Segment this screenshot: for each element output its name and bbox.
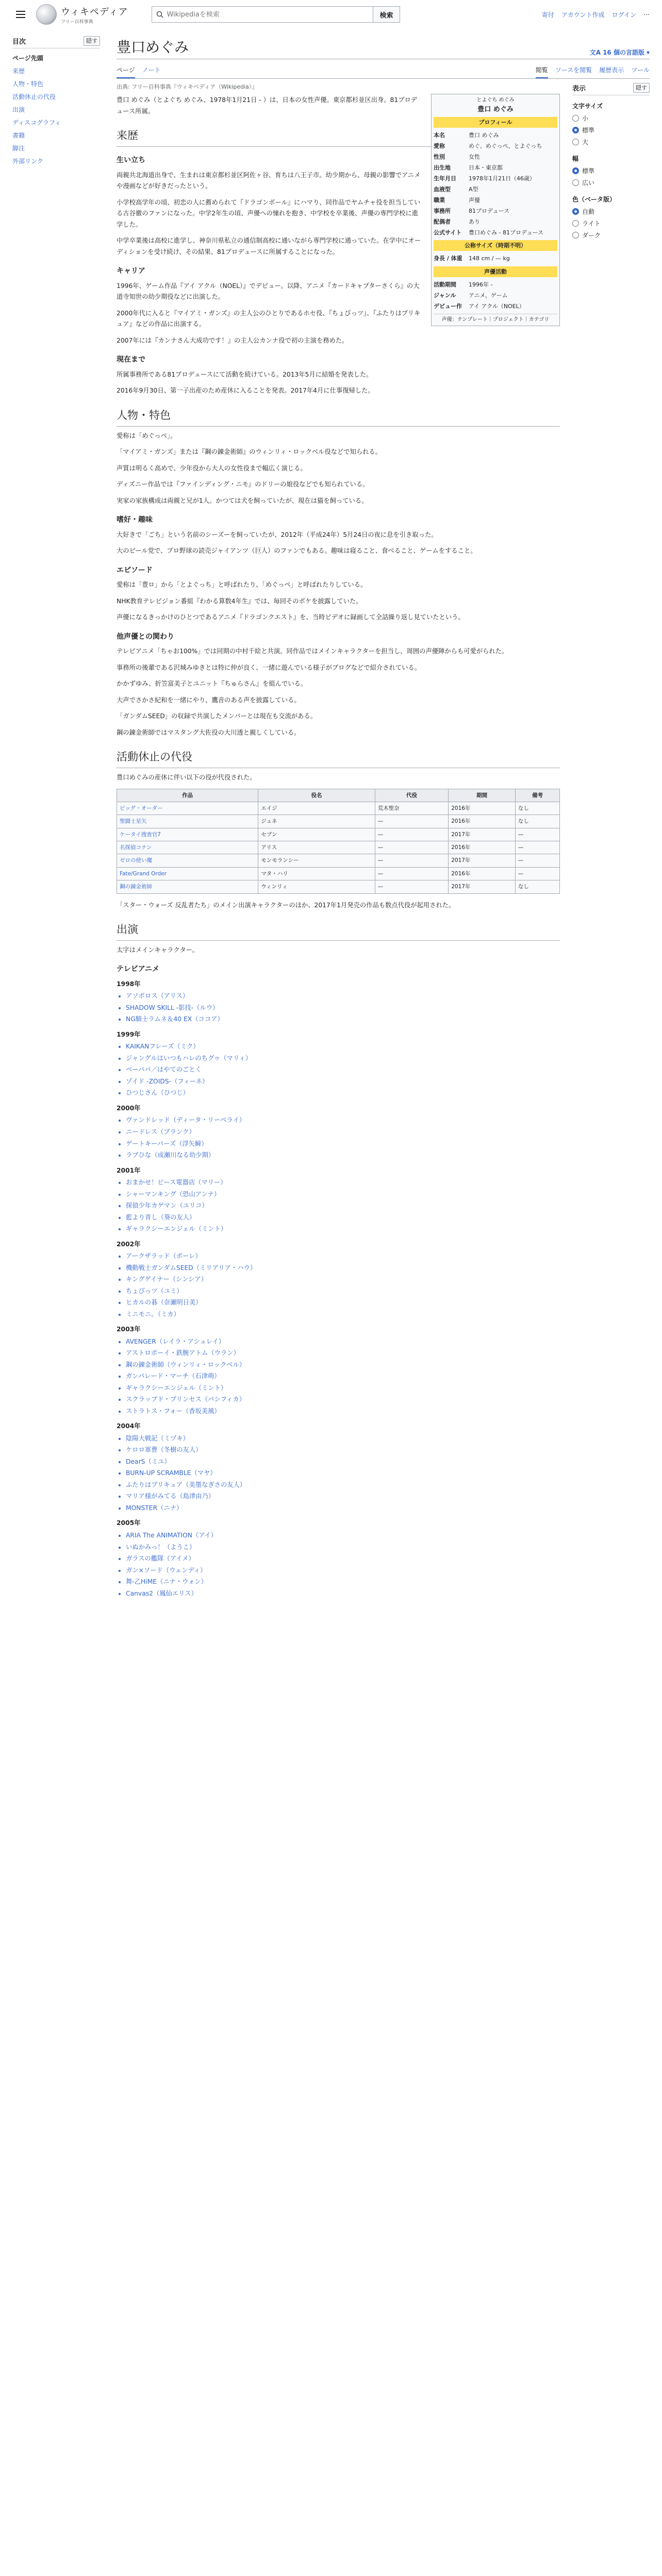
subsection-heading: 現在まで — [117, 355, 145, 364]
list-item[interactable]: • スクラップド・プリンセス（パシフィカ） — [126, 1394, 560, 1405]
paragraph: 愛称は「めぐっぺ」。 — [117, 432, 177, 439]
user-links — [542, 10, 650, 19]
table-cell: 2016年 — [449, 802, 516, 815]
appearance-option[interactable] — [572, 217, 650, 229]
list-item[interactable]: • いぬかみっ！（ようこ） — [126, 1542, 560, 1553]
table-cell[interactable]: 名探偵コナン — [117, 841, 258, 854]
site-name: ウィキペディア — [61, 6, 128, 18]
table-cell: — — [515, 854, 559, 867]
table-cell: なし — [515, 880, 559, 893]
appearance-list — [117, 1115, 560, 1161]
table-cell: 荒木聖奈 — [375, 802, 448, 815]
radio-button[interactable] — [572, 179, 579, 186]
year-heading: 2000年 — [117, 1104, 141, 1112]
site-tagline: フリー百科事典 — [61, 19, 93, 25]
paragraph: テレビアニメ「ちゃお100%」では同期の中村千絵と共演。同作品ではメインキャラクターを担当し、周囲の声優陣からも可愛がられた。 — [117, 648, 508, 655]
toc-item[interactable]: 書籍 — [12, 132, 25, 139]
subsection-heading: 嗜好・趣味 — [117, 516, 153, 524]
paragraph: 「ガンダムSEED」の収録で共演したメンバーとは現在も交流がある。 — [117, 713, 317, 720]
main-content — [100, 29, 650, 1603]
toc-item[interactable]: 外部リンク — [12, 158, 43, 165]
radio-button[interactable] — [572, 167, 579, 174]
toc-hide-button[interactable]: 隠す — [84, 36, 100, 46]
site-logo[interactable] — [36, 4, 128, 25]
year-heading: 2004年 — [117, 1422, 141, 1430]
table-cell[interactable]: 聖闘士星矢 — [117, 815, 258, 828]
page-title: 豊口めぐみ — [117, 40, 189, 56]
year-heading: 2003年 — [117, 1326, 141, 1333]
tab-view-source[interactable]: ソースを閲覧 — [555, 66, 592, 74]
language-button[interactable] — [590, 48, 650, 57]
radio-button[interactable] — [572, 232, 579, 239]
appearance-option-label: 小 — [582, 115, 589, 122]
more-options-icon[interactable]: ⋯ — [643, 11, 650, 18]
table-cell: ジュネ — [258, 815, 375, 828]
list-item[interactable]: • ゲートキーパーズ（浮矢瞬） — [126, 1139, 560, 1150]
infobox-row — [434, 227, 557, 238]
list-item[interactable]: • ガラスの艦隊（アイメ） — [126, 1553, 560, 1565]
paragraph: 1996年、ゲーム作品『アイ アクル（NOEL）』でデビュー。以降、アニメ『カードキャプターさくら』の大道寺知世の幼少期役などに出演した。 — [117, 282, 420, 301]
infobox-row — [434, 290, 557, 301]
radio-button[interactable] — [572, 115, 579, 122]
list-item[interactable]: • ふたりはプリキュア（美墨なぎさの友人） — [126, 1480, 560, 1491]
year-heading: 2001年 — [117, 1166, 141, 1174]
list-item[interactable]: • ベーパパ／はやてのごとく — [126, 1064, 560, 1076]
table-cell: セブン — [258, 828, 375, 841]
subsection-tv-anime: テレビアニメ — [117, 965, 160, 974]
paragraph: 実家の家族構成は両親と兄が1人。かつては犬を飼っていたが、現在は猫を飼っている。 — [117, 497, 368, 504]
infobox-key: 配偶者 — [434, 218, 451, 226]
infobox-row — [434, 195, 557, 206]
appearance-list — [117, 1433, 560, 1514]
table-row — [117, 854, 560, 867]
list-item[interactable]: • ちょびっツ（ユミ） — [126, 1286, 560, 1297]
infobox-value: 148 cm / — kg — [469, 255, 510, 262]
list-item[interactable]: • ひつじさん（ひつじ） — [126, 1088, 560, 1099]
appearance-list — [117, 1251, 560, 1320]
list-item[interactable]: • ミニモニ。（ミカ） — [126, 1309, 560, 1320]
table-row — [117, 867, 560, 880]
year-heading: 2005年 — [117, 1519, 141, 1527]
appearance-option[interactable] — [572, 229, 650, 241]
site-sub: 出典: フリー百科事典『ウィキペディア（Wikipedia）』 — [117, 83, 258, 90]
table-header-cell: 備考 — [515, 789, 559, 802]
table-cell: — — [375, 828, 448, 841]
list-item[interactable]: • BURN-UP SCRAMBLE（マヤ） — [126, 1468, 560, 1479]
infobox-key: 出生地 — [434, 164, 451, 172]
appearance-list — [117, 1041, 560, 1099]
list-item[interactable]: • ニードレス（ブランク） — [126, 1127, 560, 1138]
table-cell: — — [375, 841, 448, 854]
subsection-heading: 生い立ち — [117, 156, 145, 165]
infobox-value: 豊口めぐみ - 81プロデュース — [469, 229, 544, 236]
main-menu-button[interactable] — [12, 6, 29, 23]
list-item[interactable]: • アソボロス（アリス） — [126, 991, 560, 1002]
infobox-value: アイ アクル（NOEL） — [469, 302, 525, 310]
appearance-option-label: 標準 — [582, 127, 595, 134]
search-button[interactable]: 検索 — [373, 6, 400, 23]
search-field[interactable] — [152, 6, 373, 23]
toc-item[interactable]: 来歴 — [12, 67, 25, 75]
paragraph: 「マイアミ・ガンズ」または『鋼の錬金術師』のウィンリィ・ロックベル役などで知られる。 — [117, 448, 382, 456]
list-item[interactable]: • ケロロ軍曹（冬樹の友人） — [126, 1445, 560, 1456]
search-icon — [156, 11, 163, 18]
infobox-key: 生年月日 — [434, 175, 456, 182]
tab-read[interactable]: 閲覧 — [536, 62, 548, 78]
substitutes-intro: 豊口めぐみの産休に伴い以下の役が代役された。 — [117, 774, 256, 781]
list-item[interactable]: • 機動戦士ガンダムSEED（ミリアリア・ハウ） — [126, 1263, 560, 1274]
infobox-row — [434, 206, 557, 216]
infobox-value: A型 — [469, 186, 478, 193]
infobox-value: 豊口 めぐみ — [469, 131, 499, 139]
infobox-row — [434, 279, 557, 290]
list-item[interactable]: • ゾイド -ZOIDS-（フィーネ） — [126, 1076, 560, 1088]
infobox-row — [434, 151, 557, 162]
list-item[interactable]: • おまかせ！ピース電器店（マリー） — [126, 1177, 560, 1189]
paragraph: NHK教育テレビジョン番組『わかる算数4年生』では、毎回そのボケを披露していた。 — [117, 597, 362, 605]
toc-item[interactable]: 人物・特色 — [12, 80, 44, 88]
toc-title: 目次 — [12, 38, 26, 46]
infobox-key: 本名 — [434, 131, 445, 139]
list-item[interactable]: • ラブひな（成瀬川なる幼少期） — [126, 1150, 560, 1161]
appearance-list — [117, 1530, 560, 1599]
paragraph: 大のビール党で、プロ野球の読売ジャイアンツ（巨人）のファンでもある。趣味は寝ること、食べること、ゲームをすること。 — [117, 547, 477, 555]
list-item[interactable]: • ストラトス・フォー（香坂美風） — [126, 1406, 560, 1417]
table-cell: — — [515, 841, 559, 854]
infobox-key: デビュー作 — [434, 302, 462, 310]
infobox-row — [434, 184, 557, 195]
toc-item[interactable]: 活動休止の代役 — [12, 93, 56, 100]
tab-page[interactable]: ページ — [117, 62, 135, 78]
table-cell: — — [515, 867, 559, 880]
radio-button[interactable] — [572, 139, 579, 145]
table-cell: 2016年 — [449, 867, 516, 880]
table-cell: ウィンリィ — [258, 880, 375, 893]
appearance-option[interactable] — [572, 177, 650, 189]
search-form — [152, 6, 400, 23]
infobox-row — [434, 141, 557, 151]
language-button-label: 16 個の言語版 — [603, 49, 644, 56]
toc-item[interactable]: 出演 — [12, 106, 25, 113]
paragraph: 小学校高学年の頃、初恋の人に薦められて『ドラゴンボール』にハマり、同作品でヤムチャ役を担当している古谷徹のファンになった。中学2年生の頃、声優への憧れを抱き、中学校を卒業後、声優の専門学校に進学した。 — [117, 198, 421, 228]
infobox-row — [434, 130, 557, 141]
list-item[interactable]: • 藍より青し（葵の友人） — [126, 1212, 560, 1224]
infobox-key: 活動期間 — [434, 281, 456, 288]
list-item[interactable]: • KAIKANフレーズ（ミク） — [126, 1041, 560, 1053]
year-heading: 1999年 — [117, 1030, 141, 1038]
table-cell: なし — [515, 802, 559, 815]
search-input[interactable] — [167, 11, 369, 19]
infobox-key: 血液型 — [434, 186, 451, 193]
table-row — [117, 828, 560, 841]
list-item[interactable]: • MONSTER（ニナ） — [126, 1503, 560, 1514]
table-cell: エイジ — [258, 802, 375, 815]
list-item[interactable]: • 探偵少年カゲマン（ユリコ） — [126, 1200, 560, 1212]
infobox-row — [434, 173, 557, 184]
language-icon: 文A — [589, 49, 601, 56]
section-heading-appearances: 出演 — [117, 920, 560, 941]
subsection-heading: キャリア — [117, 267, 145, 276]
color-label: 色（ベータ版） — [572, 196, 616, 203]
table-cell: — — [375, 880, 448, 893]
table-cell[interactable]: Fate/Grand Order — [117, 867, 258, 880]
paragraph: かかずゆみ、折笠富美子とユニット『ちゅらさん』を組んでいる。 — [117, 680, 307, 688]
donate-link[interactable]: 寄付 — [541, 11, 554, 19]
infobox-row — [434, 216, 557, 227]
infobox-key: 公式サイト — [434, 229, 462, 236]
list-item[interactable]: • ジャングルはいつもハレのちグゥ（マリィ） — [126, 1053, 560, 1064]
subsection-heading: 他声優との関わり — [117, 632, 174, 641]
table-cell[interactable]: ゼロの使い魔 — [117, 854, 258, 867]
appearance-option-label: 自動 — [582, 208, 595, 215]
text-size-label: 文字サイズ — [572, 103, 603, 110]
paragraph: ディズニー作品では『ファインディング・ニモ』のドリーの娘役などでも知られている。 — [117, 481, 369, 488]
lead-paragraph: 豊口 めぐみ（とよぐち めぐみ、1978年1月21日 - ）は、日本の女性声優。東京都杉並区出身。81プロデュース所属。 — [117, 96, 418, 115]
table-cell: 2017年 — [449, 880, 516, 893]
infobox-key: 職業 — [434, 197, 445, 204]
table-cell: 2017年 — [449, 828, 516, 841]
infobox-key: 事務所 — [434, 208, 451, 215]
list-item[interactable]: • ARIA The ANIMATION（アイ） — [126, 1530, 560, 1541]
appearances-note: 太字はメインキャラクター。 — [117, 946, 198, 954]
create-account-link[interactable]: アカウント作成 — [561, 11, 605, 19]
paragraph: 声優になるきっかけのひとつであるアニメ『ドラゴンクエスト』を、当時ビデオに録画して全話繰り返し見ていたという。 — [117, 614, 465, 621]
table-cell[interactable]: 鋼の錬金術師 — [117, 880, 258, 893]
article-body — [117, 79, 560, 1603]
appearance-hide-button[interactable]: 隠す — [633, 83, 650, 93]
infobox-key: 性別 — [434, 154, 445, 161]
table-cell: モンモランシー — [258, 854, 375, 867]
appearance-list — [117, 1177, 560, 1235]
infobox-header-size: 公称サイズ（時期不明） — [434, 240, 557, 251]
paragraph: 事務所の後輩である沢城みゆきとは特に仲が良く、一緒に遊んでいる様子がブログなどで紹介されている。 — [117, 664, 421, 671]
section-heading-substitutes: 活動休止の代役 — [117, 748, 560, 768]
infobox-header-activity: 声優活動 — [434, 266, 557, 277]
section-heading: 来歴 — [117, 126, 560, 147]
infobox-value: アニメ、ゲーム — [469, 292, 508, 299]
tab-history[interactable]: 履歴表示 — [599, 66, 624, 74]
login-link[interactable]: ログイン — [611, 11, 636, 19]
paragraph: 2000年代に入ると『マイアミ・ガンズ』の主人公のひとりであるホセ役、『ちょびっツ』、『ふたりはプリキュア』などの作品に出演する。 — [117, 309, 421, 328]
infobox-value: 1978年1月21日（46歳） — [469, 175, 535, 182]
table-row — [117, 815, 560, 828]
infobox-value: めぐ、めぐっぺ、とよぐっち — [469, 142, 542, 149]
list-item[interactable]: • 鋼の錬金術師（ウィンリィ・ロックベル） — [126, 1360, 560, 1371]
list-item[interactable]: • Canvas2（鳳仙エリス） — [126, 1588, 560, 1600]
infobox-value: 1996年 - — [469, 281, 493, 288]
infobox-key: ジャンル — [434, 292, 456, 299]
list-item[interactable]: • ギャラクシーエンジェル（ミント） — [126, 1383, 560, 1394]
paragraph: 所属事務所である81プロデュースにて活動を続けている。2013年5月に結婚を発表した。 — [117, 370, 373, 378]
table-row — [117, 841, 560, 854]
appearance-option-label: 広い — [582, 179, 595, 187]
table-cell: — — [375, 867, 448, 880]
list-item[interactable]: • キングゲイナー（シンシア） — [126, 1274, 560, 1285]
year-heading: 2002年 — [117, 1240, 141, 1248]
appearance-option[interactable] — [572, 136, 650, 148]
page-tabs — [117, 62, 650, 79]
table-header-cell: 期間 — [449, 789, 516, 802]
site-header — [0, 0, 662, 29]
subsection-heading: エピソード — [117, 566, 153, 574]
width-label: 幅 — [572, 155, 579, 162]
tab-talk[interactable]: ノート — [142, 66, 161, 74]
appearance-option-label: 標準 — [582, 167, 595, 175]
list-item[interactable]: • アストロボーイ・鉄腕アトム（ウラン） — [126, 1348, 560, 1359]
table-cell[interactable]: ケータイ捜査官7 — [117, 828, 258, 841]
appearance-panel — [572, 79, 650, 1603]
table-cell: アリス — [258, 841, 375, 854]
toc-item[interactable]: ディスコグラフィ — [12, 119, 61, 126]
appearance-list — [117, 1336, 560, 1417]
appearance-option-label: ライト — [582, 220, 601, 227]
toc-item[interactable]: 脚注 — [12, 145, 25, 152]
table-cell: — — [375, 854, 448, 867]
toc-item[interactable]: ページ先頭 — [12, 55, 43, 62]
table-cell[interactable]: ビッグ・オーダー — [117, 802, 258, 815]
table-cell: マタ・ハリ — [258, 867, 375, 880]
table-cell: なし — [515, 815, 559, 828]
infobox-value: あり — [469, 218, 480, 226]
paragraph: 2016年9月30日、第一子出産のため産休に入ることを発表。2017年4月に仕事復帰した。 — [117, 387, 374, 395]
substitutes-table — [117, 789, 560, 894]
infobox-value: 女性 — [469, 154, 480, 161]
infobox-key: 愛称 — [434, 142, 445, 149]
infobox-key: 身長 / 体重 — [434, 255, 462, 262]
infobox-row — [434, 253, 557, 264]
radio-button[interactable] — [572, 127, 579, 133]
wikipedia-globe-icon — [36, 4, 57, 25]
section-heading: 人物・特色 — [117, 406, 560, 427]
radio-button[interactable] — [572, 208, 579, 215]
table-row — [117, 880, 560, 893]
list-item[interactable]: • ガンパレード・マーチ（石津萌） — [126, 1371, 560, 1382]
table-cell: 2016年 — [449, 815, 516, 828]
infobox-header-profile: プロフィール — [434, 117, 557, 128]
infobox-value: 81プロデュース — [469, 208, 510, 215]
substitutes-note: 「スター・ウォーズ 反乱者たち」のメイン出演キャラクターのほか、2017年1月発売の作品も数点代役が起用された。 — [117, 901, 455, 909]
list-item[interactable]: • シャーマンキング（恐山アンナ） — [126, 1189, 560, 1200]
appearance-option[interactable] — [572, 165, 650, 177]
paragraph: 大声でさかさ紀和を一緒にやり、鷹音のある声を披露している。 — [117, 696, 301, 704]
paragraph: 中学卒業後は高校に進学し、神奈川県私立の通信制高校に通いながら専門学校に通っていた。在学中にオーディションを受け続け、その結果、81プロデュースに所属することになった。 — [117, 237, 421, 256]
paragraph: 愛称は「豊ロ」から「とよぐっち」と呼ばれたり、「めぐっぺ」と呼ばれたりしている。 — [117, 581, 367, 589]
table-header-cell: 作品 — [117, 789, 258, 802]
list-item[interactable]: • ガン×ソード（ウェンディ） — [126, 1565, 560, 1577]
table-cell: 2016年 — [449, 841, 516, 854]
list-item[interactable]: • NG騎士ラムネ＆40 EX（ココア） — [126, 1014, 560, 1025]
list-item[interactable]: • SHADOW SKILL -影技-（ルウ） — [126, 1003, 560, 1014]
infobox-name: 豊口 めぐみ — [477, 105, 514, 113]
paragraph: 鋼の錬金術師ではマスタング大佐役の大川透と親しくしている。 — [117, 728, 301, 736]
list-item[interactable]: • 舞-乙HiME（ニナ・ウォン） — [126, 1577, 560, 1588]
appearance-list — [117, 991, 560, 1025]
list-item[interactable]: • DearS（ミユ） — [126, 1456, 560, 1468]
table-cell: — — [515, 828, 559, 841]
appearance-option-label: 大 — [582, 139, 589, 146]
list-item[interactable]: • ヴァンドレッド（ディータ・リーベライ） — [126, 1115, 560, 1126]
appearance-option-label: ダーク — [582, 232, 601, 239]
paragraph: 大好きで「ごち」という名前のシーズーを飼っていたが、2012年（平成24年）5月24日の夜に息を引き取った。 — [117, 531, 438, 538]
table-cell: — — [375, 815, 448, 828]
paragraph: 声質は明るく高めで、少年役から大人の女性役まで幅広く演じる。 — [117, 464, 307, 472]
infobox-row — [434, 301, 557, 312]
radio-button[interactable] — [572, 220, 579, 227]
table-row — [117, 802, 560, 815]
table-cell: 2017年 — [449, 854, 516, 867]
list-item[interactable]: • AVENGER（レイラ・アシュレイ） — [126, 1336, 560, 1348]
appearance-option[interactable] — [572, 124, 650, 136]
table-header-cell: 役名 — [258, 789, 375, 802]
infobox-row — [434, 162, 557, 173]
chevron-down-icon: ▾ — [646, 48, 650, 56]
table-header-cell: 代役 — [375, 789, 448, 802]
appearance-title: 表示 — [572, 85, 586, 93]
list-item[interactable]: • 陰陽大戦記（ミヅキ） — [126, 1433, 560, 1445]
infobox — [431, 94, 560, 326]
paragraph: 2007年には『カンナさん大成功です！』の主人公カンナ役で初の主演を務めた。 — [117, 336, 349, 344]
list-item[interactable]: • ギャラクシーエンジェル（ミント） — [126, 1224, 560, 1235]
list-item[interactable]: • ヒカルの碁（奈瀬明日美） — [126, 1297, 560, 1309]
paragraph: 両親共北海道出身で、生まれは東京都杉並区阿佐ヶ谷、育ちは八王子市。幼少期から、母親の影響でアニメや漫画などが好きだったという。 — [117, 171, 421, 190]
infobox-value: 日本・東京都 — [469, 164, 503, 172]
list-item[interactable]: • マリア様がみてる（島津由乃） — [126, 1491, 560, 1502]
tab-tools[interactable]: ツール — [631, 66, 650, 74]
infobox-value: 声優 — [469, 197, 480, 204]
appearance-option[interactable] — [572, 206, 650, 217]
appearance-option[interactable] — [572, 112, 650, 124]
infobox-kana: とよぐち めぐみ — [476, 97, 515, 104]
infobox-footer: 声優：テンプレート｜プロジェクト｜カテゴリ — [434, 314, 557, 324]
year-heading: 1998年 — [117, 980, 141, 988]
list-item[interactable]: • アークザラッド（ポーレ） — [126, 1251, 560, 1262]
table-of-contents — [12, 29, 100, 1603]
